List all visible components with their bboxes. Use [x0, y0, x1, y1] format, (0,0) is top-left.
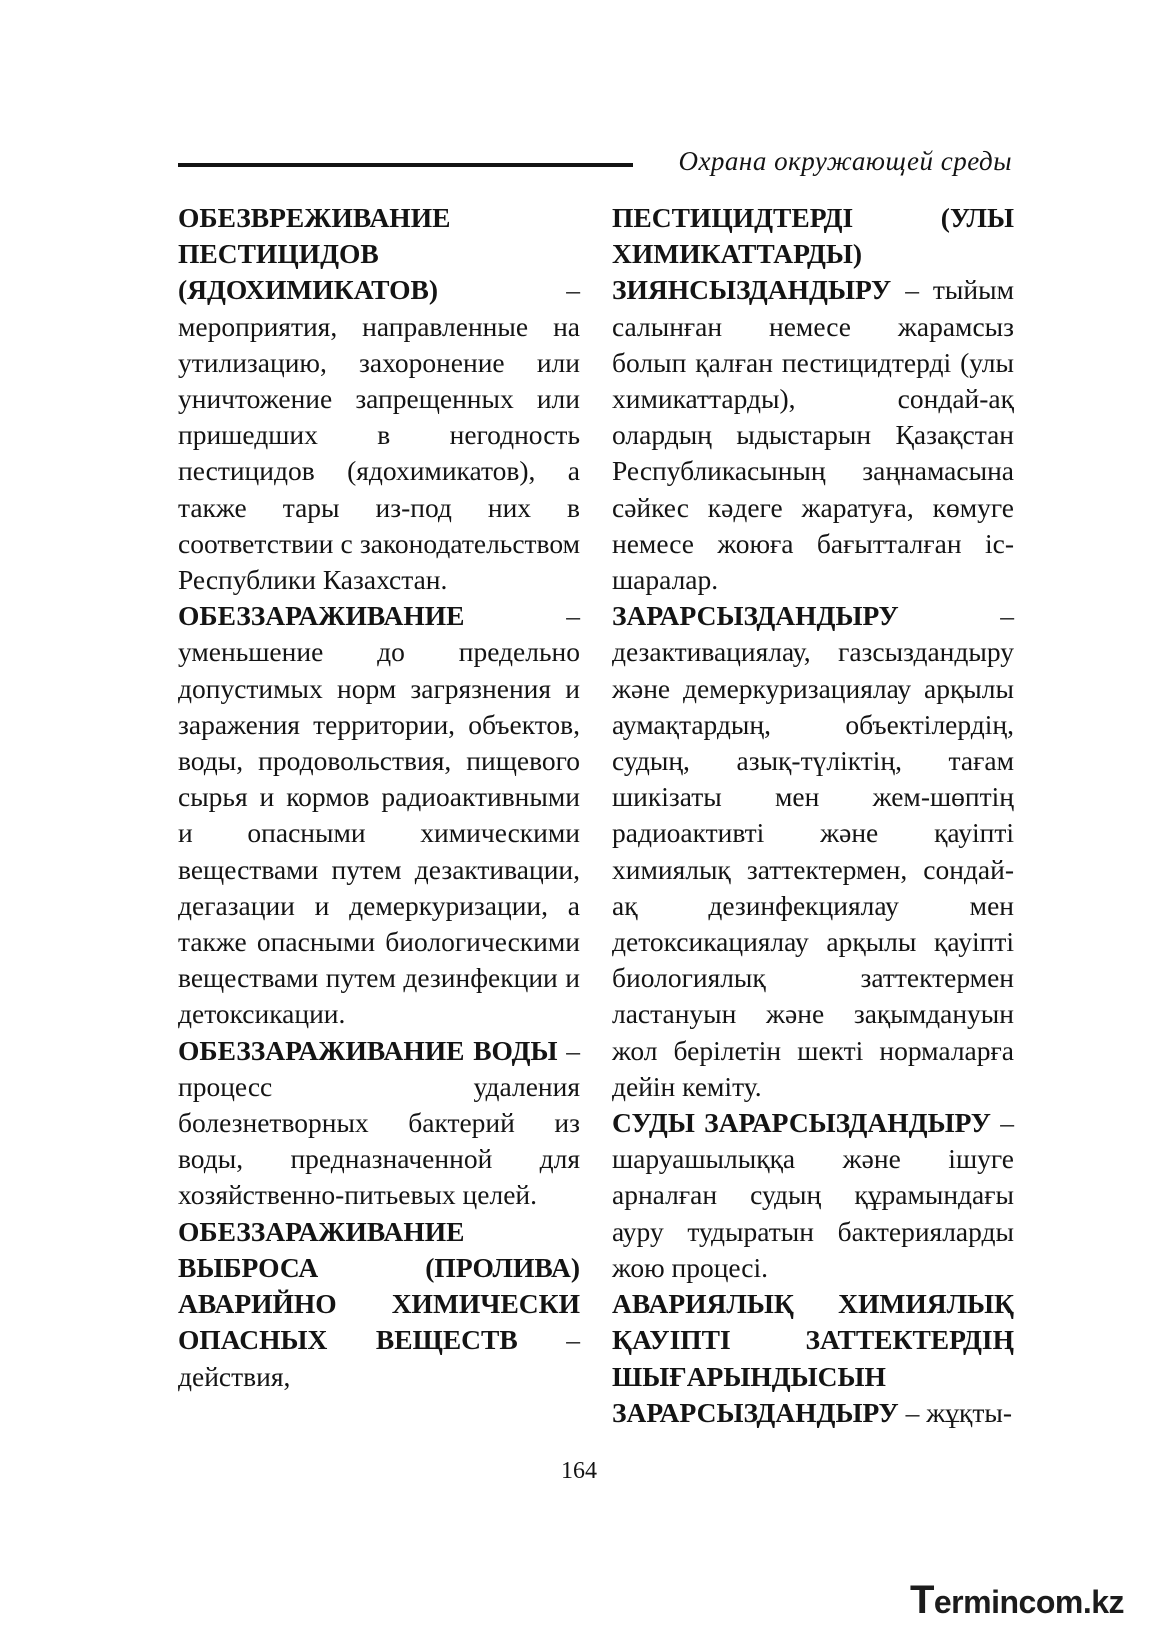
entry-definition: – мероприятия, направленные на утилизацию, захоронение или уничтожение запрещенных или пришедших в негодность пестицидов (ядохимикатов), а также тары из-под них в соответствии с законодательством Республики Казахстан. — [178, 274, 580, 596]
dictionary-entry — [178, 1214, 580, 1395]
entry-definition: – действия, — [178, 1324, 580, 1392]
running-header: Охрана окружающей среды — [678, 146, 1012, 176]
entry-term: ОБЕЗВРЕЖИВАНИЕ ПЕСТИЦИДОВ (ЯДОХИМИКАТОВ) — [178, 202, 451, 306]
page-number: 164 — [561, 1458, 597, 1484]
entry-term: ЗАРАРСЫЗДАНДЫРУ — [612, 600, 899, 632]
entry-term: ОБЕЗЗАРАЖИВАНИЕ ВЫБРОСА (ПРОЛИВА) АВАРИЙНО ХИМИЧЕСКИ ОПАСНЫХ ВЕЩЕСТВ — [178, 1215, 580, 1356]
entry-definition: – дезактивациялау, газсыздандыру және демеркуризациялау арқылы аумақтардың, объектілердің, судың, азық-түліктің, тағам шикізаты мен жем-шөптің радиоактивті және қауіпті химиялық заттектермен, сондай-ақ дезинфекциялау мен детоксикациялау арқылы қауіпті биологиялық заттектермен ластануын және зақымдануын жол берілетін шекті нормаларға дейін кеміту. — [612, 600, 1014, 1102]
dictionary-entry — [612, 598, 1014, 1105]
entry-term: СУДЫ ЗАРАРСЫЗДАНДЫРУ — [612, 1107, 991, 1139]
right-column — [612, 200, 1014, 1431]
dictionary-entry — [178, 1033, 580, 1214]
dictionary-entry — [612, 200, 1014, 598]
entry-definition: – уменьшение до предельно допустимых норм загрязнения и заражения территории, объектов, воды, продовольствия, пищевого сырья и кормов радиоактивными и опасными химическими веществами путем дезактивации, дегазации и демеркуризации, а также опасными биологическими веществами путем дезинфекции и детоксикации. — [178, 600, 580, 1030]
header-rule — [178, 163, 633, 167]
dictionary-entry — [178, 598, 580, 1032]
site-watermark-logo — [910, 1578, 1124, 1623]
entry-definition: – процесс удаления болезнетворных бактерий из воды, предназначенной для хозяйственно-питьевых целей. — [178, 1034, 580, 1211]
entry-term: АВАРИЯЛЫҚ ХИМИЯЛЫҚ ҚАУІПТІ ЗАТТЕКТЕРДІҢ ШЫҒАРЫНДЫСЫН ЗАРАРСЫЗДАНДЫРУ — [612, 1288, 1014, 1428]
left-column — [178, 200, 580, 1395]
entry-definition: – жұқты- — [898, 1396, 1013, 1428]
entry-term: ПЕСТИЦИДТЕРДІ (УЛЫ ХИМИКАТТАРДЫ) ЗИЯНСЫЗДАНДЫРУ — [612, 202, 1014, 306]
entry-term: ОБЕЗЗАРАЖИВАНИЕ ВОДЫ — [178, 1034, 558, 1066]
dictionary-entry — [612, 1105, 1014, 1286]
watermark-initial: T — [909, 1578, 934, 1622]
entry-definition: – тыйым салынған немесе жарамсыз болып қалған пестицидтерді (улы химикаттарды), сондай-ақ олардың ыдыстарын Қазақстан Республикасының заңнамасына сәйкес кәдеге жаратуға, көмуге немесе жоюға бағытталған іс-шаралар. — [612, 274, 1014, 596]
watermark-text: ermincom.kz — [933, 1584, 1124, 1620]
dictionary-entry — [178, 200, 580, 598]
entry-definition: – шаруашылыққа және ішуге арналған судың құрамындағы ауру тудыратын бактерияларды жою процесі. — [612, 1107, 1014, 1283]
dictionary-entry — [612, 1286, 1014, 1431]
entry-term: ОБЕЗЗАРАЖИВАНИЕ — [178, 600, 465, 632]
